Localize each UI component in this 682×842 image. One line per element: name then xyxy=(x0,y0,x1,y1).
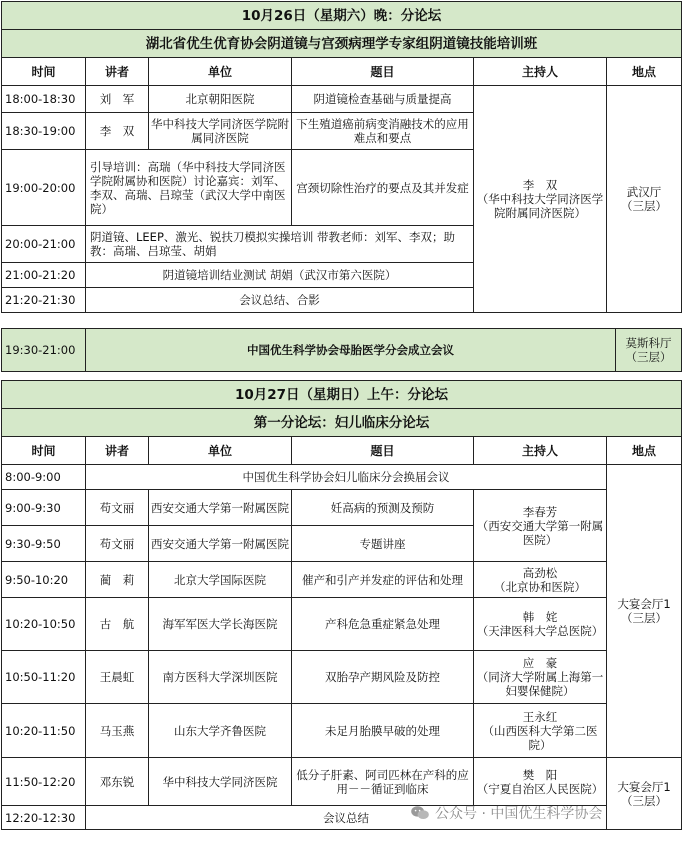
speaker: 马玉燕 xyxy=(86,704,149,758)
date-heading: 10月26日（星期六）晚：分论坛 xyxy=(2,2,682,30)
venue-cell xyxy=(607,86,682,313)
header-venue: 地点 xyxy=(607,437,682,465)
talk-topic: 阴道镜检查基础与质量提高 xyxy=(292,86,474,113)
header-time: 时间 xyxy=(2,58,86,86)
host-org: （天津医科大学总医院） xyxy=(476,624,604,638)
session-time: 11:50-12:20 xyxy=(2,758,86,806)
session-time: 10:20-10:50 xyxy=(2,598,86,651)
session-time: 20:00-21:00 xyxy=(2,226,86,263)
speaker: 李 双 xyxy=(86,113,149,150)
talk-topic: 催产和引产并发症的评估和处理 xyxy=(292,562,474,598)
forum-title: 第一分论坛：妇儿临床分论坛 xyxy=(2,409,682,437)
speaker-unit: 华中科技大学同济医院 xyxy=(149,758,292,806)
host-cell xyxy=(474,758,607,806)
header-speaker: 讲者 xyxy=(86,58,149,86)
host-org: （西安交通大学第一附属医院） xyxy=(476,518,604,547)
speaker-unit: 南方医科大学深圳医院 xyxy=(149,651,292,704)
session-time: 9:50-10:20 xyxy=(2,562,86,598)
host-name: 李春芳 xyxy=(522,504,558,519)
speaker: 古 航 xyxy=(86,598,149,651)
speaker: 苟文丽 xyxy=(86,526,149,562)
session-time: 18:30-19:00 xyxy=(2,113,86,150)
speaker-unit: 海军军医大学长海医院 xyxy=(149,598,292,651)
schedule-table-oct26 xyxy=(1,1,682,313)
speaker: 苟文丽 xyxy=(86,490,149,526)
host-name: 王永红 xyxy=(522,709,558,724)
session-time: 10:50-11:20 xyxy=(2,651,86,704)
speaker: 邓东锐 xyxy=(86,758,149,806)
header-time: 时间 xyxy=(2,437,86,465)
watermark-text: 公众号 · 中国优生科学协会 xyxy=(435,806,603,822)
session-time: 9:00-9:30 xyxy=(2,490,86,526)
speaker-and-unit: 引导培训：高瑞（华中科技大学同济医学院附属协和医院）讨论嘉宾：刘军、李双、高瑞、吕琼莹（武汉大学中南医院） xyxy=(86,150,292,226)
host-name: 李 双 xyxy=(522,178,558,192)
header-venue: 地点 xyxy=(607,58,682,86)
session-time: 9:30-9:50 xyxy=(2,526,86,562)
founding-meeting-table xyxy=(1,328,682,372)
talk-topic: 妊高病的预测及预防 xyxy=(292,490,474,526)
session-time: 8:00-9:00 xyxy=(2,465,86,490)
speaker: 王晨虹 xyxy=(86,651,149,704)
host-org: （山西医科大学第二医院） xyxy=(482,723,598,752)
header-unit: 单位 xyxy=(149,58,292,86)
talk-topic: 专题讲座 xyxy=(292,526,474,562)
venue-floor: （三层） xyxy=(625,350,672,364)
session-description: 阴道镜培训结业测试 胡娟（武汉市第六医院） xyxy=(86,263,474,288)
host-org: （同济大学附属上海第一妇婴保健院） xyxy=(476,670,604,698)
speaker-unit: 华中科技大学同济医学院附属同济医院 xyxy=(149,113,292,150)
speaker-unit: 西安交通大学第一附属医院 xyxy=(149,526,292,562)
talk-topic: 未足月胎膜早破的处理 xyxy=(292,704,474,758)
meeting-title: 中国优生科学协会母胎医学分会成立会议 xyxy=(86,329,616,372)
venue-floor: （三层） xyxy=(621,611,667,625)
session-time: 19:30-21:00 xyxy=(2,329,86,372)
speaker-unit: 北京大学国际医院 xyxy=(149,562,292,598)
host-cell xyxy=(474,651,607,704)
venue-floor: （三层） xyxy=(621,199,667,213)
session-description: 阴道镜、LEEP、激光、锐扶刀模拟实操培训 带教老师：刘军、李双；助教：高瑞、吕琼莹、胡娟 xyxy=(86,226,474,263)
venue-cell xyxy=(607,465,682,758)
host-cell xyxy=(474,490,607,562)
venue-floor: （三层） xyxy=(621,793,667,808)
host-org: （北京协和医院） xyxy=(494,579,586,594)
venue-cell xyxy=(616,329,682,372)
talk-topic: 宫颈切除性治疗的要点及其并发症 xyxy=(292,150,474,226)
speaker: 蔺 莉 xyxy=(86,562,149,598)
header-host: 主持人 xyxy=(474,437,607,465)
session-description: 中国优生科学协会妇儿临床分会换届会议 xyxy=(86,465,607,490)
header-unit: 单位 xyxy=(149,437,292,465)
host-org: （华中科技大学同济医学院附属同济医院） xyxy=(476,192,604,220)
host-org: （宁夏自治区人民医院） xyxy=(476,781,604,796)
speaker: 刘 军 xyxy=(86,86,149,113)
talk-topic: 产科危急重症紧急处理 xyxy=(292,598,474,651)
forum-title: 湖北省优生优育协会阴道镜与宫颈病理学专家组阴道镜技能培训班 xyxy=(2,30,682,58)
wechat-icon xyxy=(410,805,430,821)
talk-topic: 低分子肝素、阿司匹林在产科的应用－－循证到临床 xyxy=(292,758,474,806)
header-host: 主持人 xyxy=(474,58,607,86)
venue-name: 大宴会厅1 xyxy=(617,597,671,611)
session-description: 会议总结、合影 xyxy=(86,288,474,313)
host-cell xyxy=(474,704,607,758)
date-heading: 10月27日（星期日）上午：分论坛 xyxy=(2,381,682,409)
session-time: 21:00-21:20 xyxy=(2,263,86,288)
session-time: 21:20-21:30 xyxy=(2,288,86,313)
header-topic: 题目 xyxy=(292,58,474,86)
speaker-unit: 西安交通大学第一附属医院 xyxy=(149,490,292,526)
host-name: 高劲松 xyxy=(522,565,558,580)
host-name: 应 豪 xyxy=(522,656,558,670)
host-cell xyxy=(474,86,607,313)
venue-name: 莫斯科厅 xyxy=(625,336,672,350)
venue-name: 武汉厅 xyxy=(626,185,662,199)
venue-name: 大宴会厅1 xyxy=(617,779,671,794)
session-time: 18:00-18:30 xyxy=(2,86,86,113)
session-time: 19:00-20:00 xyxy=(2,150,86,226)
wechat-watermark xyxy=(410,803,602,823)
speaker-unit: 北京朝阳医院 xyxy=(149,86,292,113)
host-name: 韩 姹 xyxy=(522,610,558,624)
session-time: 12:20-12:30 xyxy=(2,806,86,830)
talk-topic: 下生殖道癌前病变消融技术的应用难点和要点 xyxy=(292,113,474,150)
host-cell xyxy=(474,562,607,598)
header-speaker: 讲者 xyxy=(86,437,149,465)
host-cell xyxy=(474,598,607,651)
host-name: 樊 阳 xyxy=(522,767,558,782)
session-time: 10:20-11:50 xyxy=(2,704,86,758)
talk-topic: 双胎孕产期风险及防控 xyxy=(292,651,474,704)
venue-cell xyxy=(607,758,682,830)
speaker-unit: 山东大学齐鲁医院 xyxy=(149,704,292,758)
header-topic: 题目 xyxy=(292,437,474,465)
session-description: 会议总结 xyxy=(86,806,607,830)
schedule-table-oct27 xyxy=(1,380,682,830)
